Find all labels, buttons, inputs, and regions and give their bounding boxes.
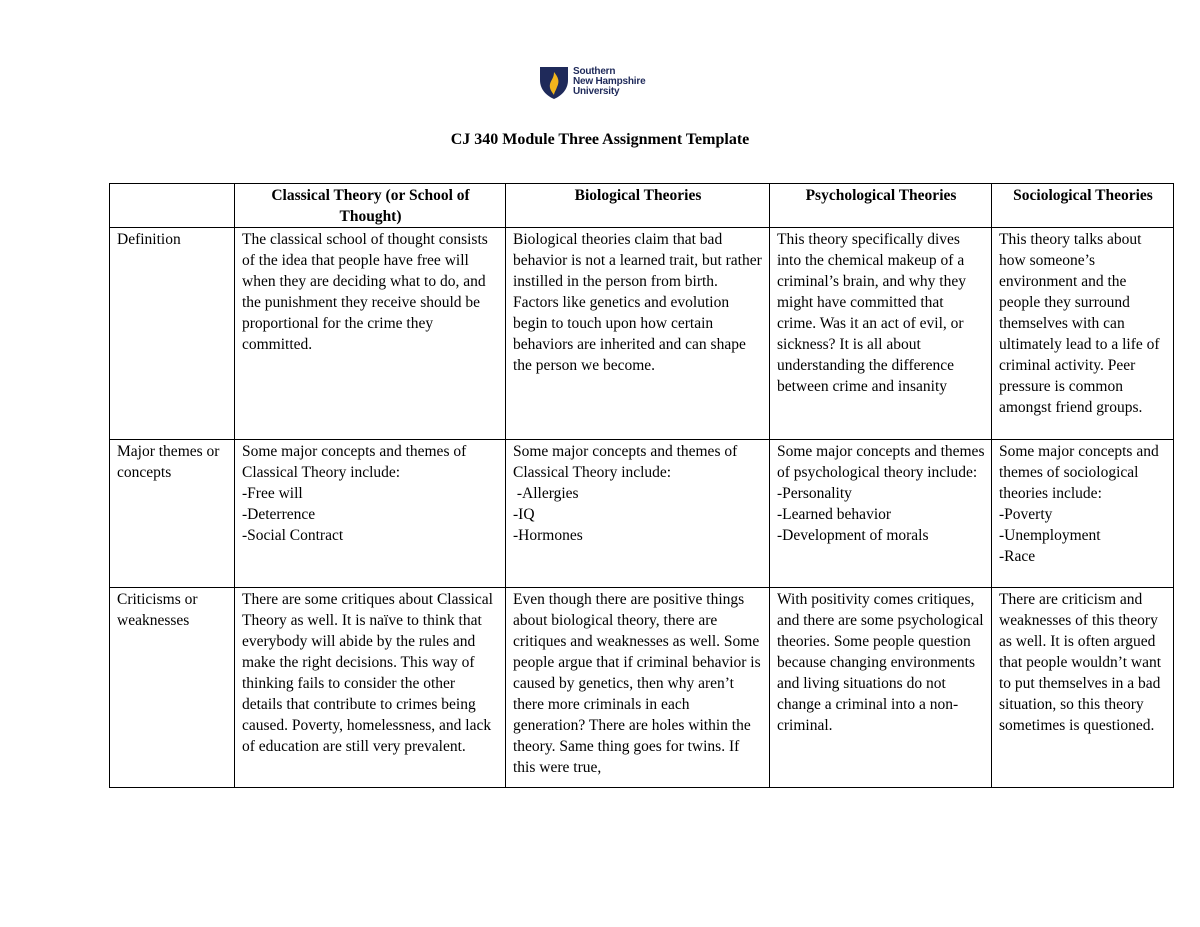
column-header-psychological: Psychological Theories	[770, 184, 992, 228]
university-logo	[539, 66, 669, 104]
row-header-major-themes: Major themes or concepts	[110, 440, 235, 588]
row-header-criticisms: Criticisms or weaknesses	[110, 588, 235, 788]
cell-definition-sociological: This theory talks about how someone’s environment and the people they surround themselves with can ultimately lead to a life of criminal activity. Peer pressure is common amongst friend groups.	[992, 228, 1174, 440]
cell-themes-psychological: Some major concepts and themes of psychological theory include: -Personality -Learned behavior -Development of morals	[770, 440, 992, 588]
table-row-criticisms	[110, 588, 1174, 788]
row-header-definition: Definition	[110, 228, 235, 440]
cell-definition-psychological: This theory specifically dives into the chemical makeup of a criminal’s brain, and why they might have committed that crime. Was it an act of evil, or sickness? It is all about understanding the difference between crime and insanity	[770, 228, 992, 440]
cell-criticisms-biological: Even though there are positive things about biological theory, there are critiques and weaknesses as well. Some people argue that if criminal behavior is caused by genetics, then why aren’t there more criminals in each generation? There are holes within the theory. Same thing goes for twins. If this were true,	[506, 588, 770, 788]
table-row-definition	[110, 228, 1174, 440]
table-row-major-themes	[110, 440, 1174, 588]
cell-themes-sociological: Some major concepts and themes of sociological theories include: -Poverty -Unemployment -Race	[992, 440, 1174, 588]
cell-definition-biological: Biological theories claim that bad behavior is not a learned trait, but rather instilled in the person from birth. Factors like genetics and evolution begin to touch upon how certain behaviors are inherited and can shape the person we become.	[506, 228, 770, 440]
cell-definition-classical: The classical school of thought consists of the idea that people have free will when they are deciding what to do, and the punishment they receive should be proportional for the crime they committed.	[235, 228, 506, 440]
cell-criticisms-psychological: With positivity comes critiques, and there are some psychological theories. Some people question because changing environments and living situations do not change a criminal into a non-criminal.	[770, 588, 992, 788]
assignment-table	[109, 183, 1174, 788]
cell-themes-classical: Some major concepts and themes of Classical Theory include: -Free will -Deterrence -Social Contract	[235, 440, 506, 588]
cell-themes-biological: Some major concepts and themes of Classical Theory include: -Allergies -IQ -Hormones	[506, 440, 770, 588]
table-header-row	[110, 184, 1174, 228]
corner-cell	[110, 184, 235, 228]
university-shield-icon	[539, 66, 569, 100]
cell-criticisms-classical: There are some critiques about Classical Theory as well. It is naïve to think that everybody will abide by the rules and make the right decisions. This way of thinking fails to consider the other details that contribute to crimes being caused. Poverty, homelessness, and lack of education are still very prevalent.	[235, 588, 506, 788]
cell-criticisms-sociological: There are criticism and weaknesses of this theory as well. It is often argued that people wouldn’t want to put themselves in a bad situation, so this theory sometimes is questioned.	[992, 588, 1174, 788]
column-header-biological: Biological Theories	[506, 184, 770, 228]
page-title: CJ 340 Module Three Assignment Template	[450, 131, 750, 148]
column-header-classical: Classical Theory (or School of Thought)	[235, 184, 506, 228]
column-header-sociological: Sociological Theories	[992, 184, 1174, 228]
logo-wordmark: Southern New Hampshire University	[573, 66, 646, 97]
